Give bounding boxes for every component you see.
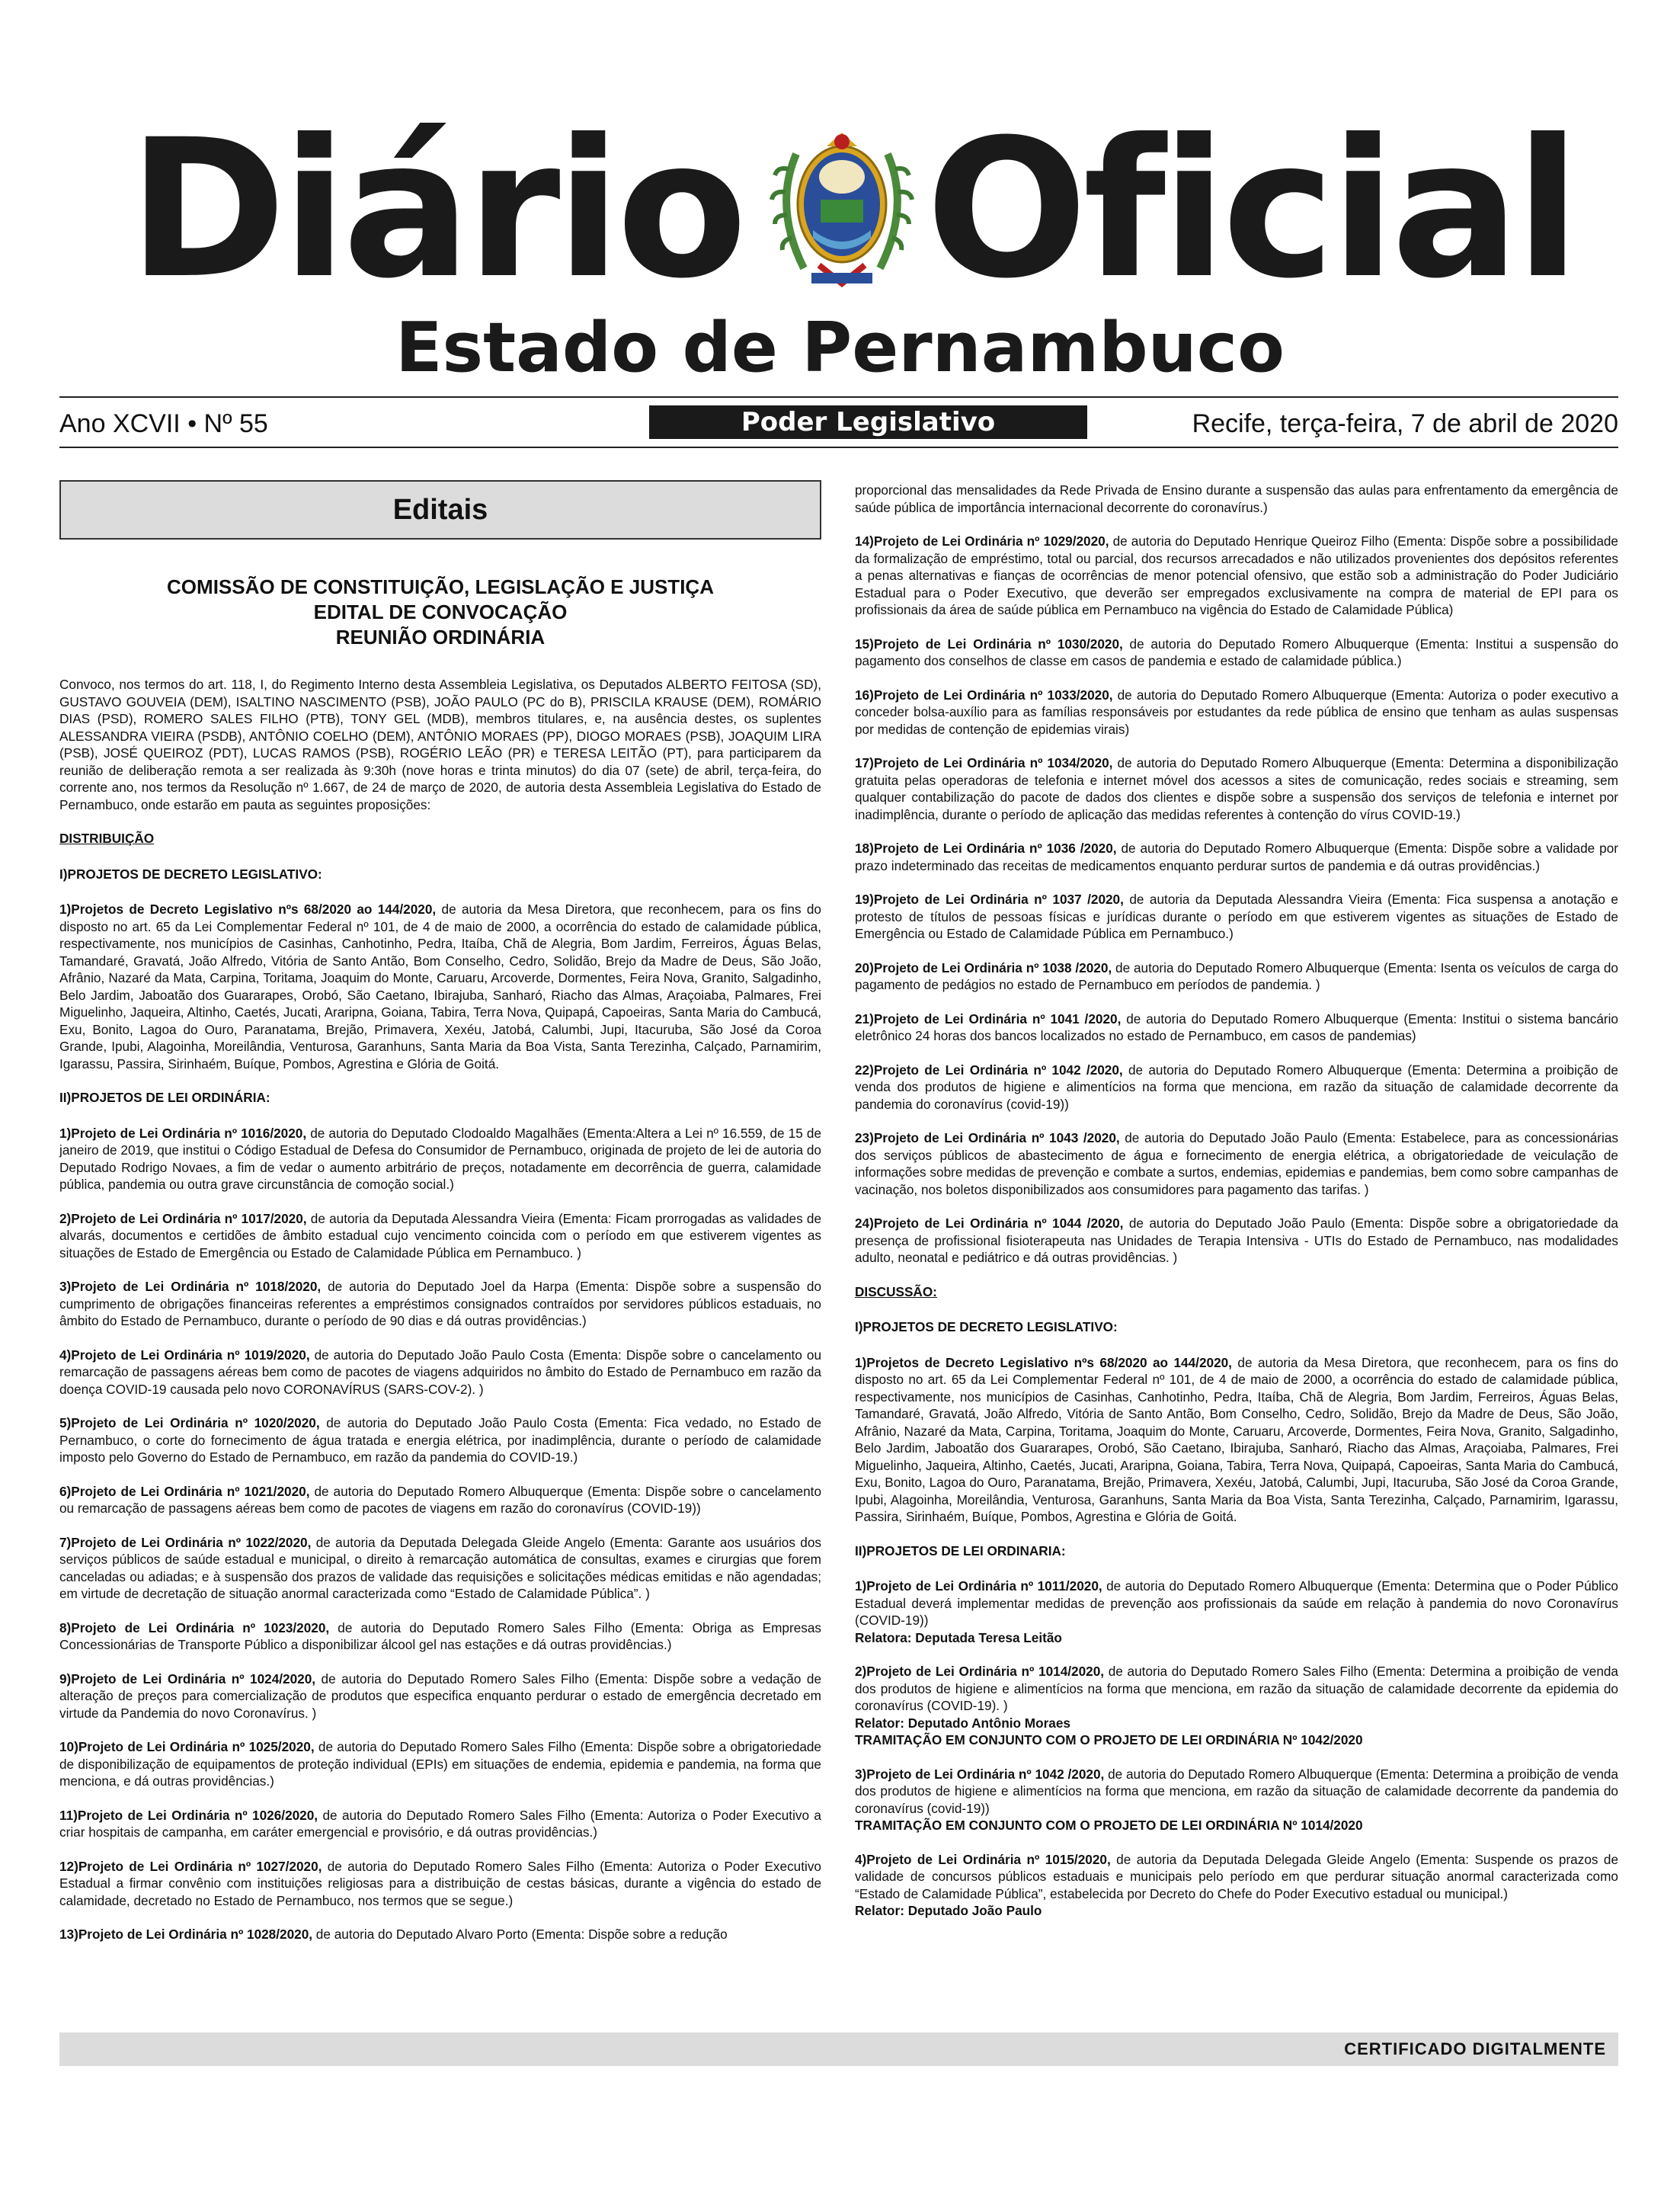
list-item [855,1129,1618,1198]
item-label: 21)Projeto de Lei Ordinária nº 1041 /2020, [855,1011,1122,1027]
lei-heading: II)PROJETOS DE LEI ORDINÁRIA: [59,1090,270,1105]
item-text: de autoria do Deputado João Paulo (Ementa: Estabelece, para as concessionárias dos serviços públicos de abastecimento de água e fornecimento de energia elétrica, a obrigatoriedade de veiculação de informações sobre medidas de prevenção e combate a surtos, endemias, epidemias e pandemias, bem como sobre campanhas de vacinação, nos boletos disponibilizados aos consumidores para pagamento das tarifas. ) [855,1130,1618,1197]
item-text: de autoria do Deputado Joel da Harpa (Ementa: Dispõe sobre a suspensão do cumprimento de obrigações financeiras referentes a empréstimos consignados contraídos por servidores públicos estaduais, no âmbito do Estado de Pernambuco, durante o período de 90 dias e dá outras providências.) [59,1279,822,1328]
decreto-item-label: 1)Projetos de Decreto Legislativo nºs 68/2020 ao 144/2020, [59,902,437,917]
list-item [855,1011,1618,1045]
item-label: 9)Projeto de Lei Ordinária nº 1024/2020, [59,1670,316,1686]
item-label: 18)Projeto de Lei Ordinária nº 1036 /2020, [855,841,1117,856]
decreto-heading: I)PROJETOS DE DECRETO LEGISLATIVO: [855,1319,1118,1334]
list-item [855,754,1618,823]
decreto-heading: I)PROJETOS DE DECRETO LEGISLATIVO: [59,866,322,882]
lei-heading: II)PROJETOS DE LEI ORDINARIA: [855,1542,1066,1558]
title-line-reuniao: REUNIÃO ORDINÁRIA [335,626,546,649]
item-text: de autoria do Deputado Romero Albuquerque (Ementa: Institui a suspensão do pagamento dos conselhos de classe em casos de pandemia e estado de calamidade pública.) [855,636,1619,668]
item-label: 19)Projeto de Lei Ordinária nº 1037 /2020, [855,892,1124,907]
item-text: de autoria do Deputado Romero Albuquerque (Ementa: Isenta os veículos de carga do pagamento de pedágios no estado de Pernambuco em períodos de pandemia. ) [855,959,1618,992]
list-item [855,1062,1618,1113]
masthead [0,98,1680,320]
item-text: de autoria do Deputado Romero Sales Filho (Ementa: Autoriza o Poder Executivo a criar hospitais de campanha, em caráter emergencial e provisório, e dá outras providências.) [59,1807,821,1840]
list-item [855,891,1618,943]
item-label: 12)Projeto de Lei Ordinária nº 1027/2020, [59,1858,322,1874]
list-item [855,840,1618,874]
title-line-committee: COMISSÃO DE CONSTITUIÇÃO, LEGISLAÇÃO E JUSTIÇA [167,575,714,598]
item-label: 10)Projeto de Lei Ordinária nº 1025/2020, [59,1739,315,1754]
item-text: de autoria do Deputado Romero Sales Filho (Ementa: Obriga as Empresas Concessionárias de Transporte Público a disponibilizar álcool gel nas estações e dá outras providências.) [59,1619,821,1652]
list-item [59,1347,821,1398]
masthead-word-diario: Diário [128,98,743,320]
item-text: de autoria do Deputado João Paulo Costa (Ementa: Fica vedado, no Estado de Pernambuco, o corte do fornecimento de água tratada e energia elétrica, por inadimplência, durante o período de calamidade imposto pelo Governo do Estado de Pernambuco, em razão da pandemia do COVID-19.) [59,1415,821,1465]
item-text: de autoria da Deputada Alessandra Vieira (Ementa: Ficam prorrogadas as validades de alvarás, documentos e certidões de âmbito estadual cujo vencimento coincida com o período em que estiverem vigentes as situações de Estado de Emergência ou Estado de Calamidade Pública em Pernambuco. ) [59,1210,822,1260]
item-label: 2)Projeto de Lei Ordinária nº 1014/2020, [855,1664,1105,1679]
item-label: 3)Projeto de Lei Ordinária nº 1018/2020, [59,1279,322,1294]
list-item [59,1858,821,1910]
item-text: de autoria do Deputado Clodoaldo Magalhães (Ementa:Altera a Lei nº 16.559, de 15 de janeiro de 2019, que institui o Código Estadual de Defesa do Consumidor de Pernambuco, originada de projeto de lei de autoria do Deputado Rodrigo Novaes, a fim de vedar o aumento arbitrário de preços, notadamente em decorrência de guerra, calamidade pública, pandemia ou outra grave circunstância de comoção social.) [59,1125,822,1192]
item-label: 8)Projeto de Lei Ordinária nº 1023/2020, [59,1619,330,1635]
item-text: de autoria do Deputado Romero Sales Filho (Ementa: Dispõe sobre a vedação de alteração de preços para comercialização de produtos que especifica enquanto perdurar o estado de emergência decretado em virtude da Pandemia do novo Coronavírus. ) [59,1670,822,1721]
section-label: Poder Legislativo [649,405,1087,439]
item-label: 11)Projeto de Lei Ordinária nº 1026/2020, [59,1807,318,1823]
title-line-edital: EDITAL DE CONVOCAÇÃO [313,601,568,623]
item-label: 4)Projeto de Lei Ordinária nº 1015/2020, [855,1851,1111,1867]
item-label: 24)Projeto de Lei Ordinária nº 1044 /2020, [855,1216,1124,1231]
item-rapporteur: Relatora: Deputada Teresa Leitão [855,1629,1062,1645]
digital-certification-label: CERTIFICADO DIGITALMENTE [1344,2039,1606,2058]
list-item [59,1125,821,1193]
list-item [59,1670,821,1722]
discussion-item [855,1851,1618,1920]
list-item [59,1414,821,1466]
discussion-item [855,1578,1618,1646]
item-text: de autoria do Deputado Romero Albuquerque (Ementa: Institui o sistema bancário eletrônico 24 horas dos bancos localizados no estado de Pernambuco, em casos de pandemias) [855,1011,1618,1043]
item-text: de autoria do Deputado Romero Albuquerque (Ementa: Dispõe sobre o cancelamento ou remarcação de passagens aéreas bem como de pacotes de viagens em razão do coronavírus (COVID-19)) [59,1483,822,1516]
distribuicao-heading: DISTRIBUIÇÃO [59,831,155,846]
item-text: de autoria do Deputado Romero Sales Filho (Ementa: Dispõe sobre a obrigatoriedade de disponibilização de equipamentos de proteção individual (EPIs) em situações de endemia, epidemia e pandemia, na forma que menciona, e dá outras providências.) [59,1739,821,1789]
item-text: de autoria da Deputada Delegada Gleide Angelo (Ementa: Garante aos usuários dos serviços públicos de saúde estadual e municipal, o direito à remarcação automática de consultas, exames e cirurgias que forem canceladas ou adiadas; e à suspensão dos prazos de validade das requisições e solicitações médicas emitidas e não agendadas; em virtude de decretação de situação anormal caracterizada como “Estado de Calamidade Pública”. ) [59,1534,821,1601]
masthead-subtitle: Estado de Pernambuco [395,308,1285,388]
footer-bar [59,2032,1618,2066]
list-item [59,1534,821,1603]
item-text: de autoria do Deputado Romero Albuquerque (Ementa: Autoriza o poder executivo a conceder bolsa-auxílio para as famílias responsáveis por estudantes da rede pública de ensino que tenham as aulas suspensas por medidas de contenção de epidemias virais) [855,687,1618,737]
header-rule-top [59,396,1618,398]
list-item [59,1807,821,1841]
decreto-item [59,901,821,1072]
list-item [59,1278,821,1330]
decreto-item-label: 1)Projetos de Decreto Legislativo nºs 68/2020 ao 144/2020, [855,1354,1232,1370]
item-rapporteur: Relator: Deputado João Paulo [855,1903,1042,1918]
item-text: de autoria do Deputado Henrique Queiroz Filho (Ementa: Dispõe sobre a possibilidade da formalização de empréstimo, total ou parcial, dos recursos arrecadados e não utilizados provenientes dos depósitos referentes a penas alternativas e fianças de ocorrências de menor potencial ofensivo, que estão sob a administração do Poder Judiciário Estadual para o Poder Executivo, que deverão ser empregados exclusivamente na compra de material de EPI para os profissionais da área de saúde pública em Pernambuco na vigência do Estado de Calamidade Pública) [855,533,1618,617]
editais-heading: Editais [59,480,821,540]
item-text: de autoria do Deputado Romero Albuquerque (Ementa: Determina a disponibilização gratuita pelas operadoras de telefonia e internet móvel dos acessos a sites de comunicação, redes sociais e streaming, sem qualquer contabilização do pacote de dados dos clientes e dispõe sobre a suspensão dos serviços de telefonia e internet por inadimplência, durante o período de aplicação das medidas referentes à contenção do vírus COVID-19.) [855,755,1618,822]
continued-paragraph: proporcional das mensalidades da Rede Privada de Ensino durante a suspensão das aulas para enfrentamento da emergência de saúde pública de importância internacional decorrente do coronavírus.) [855,482,1618,515]
item-text: de autoria do Deputado Romero Albuquerque (Ementa: Determina a proibição de venda dos produtos de higiene e alimentícios na forma que menciona, em razão da situação de calamidade decorrente da pandemia do coronavírus (covid-19)) [855,1766,1618,1816]
left-column [59,480,821,1960]
pernambuco-coat-of-arms-icon [766,123,918,299]
item-label: 15)Projeto de Lei Ordinária nº 1030/2020, [855,636,1123,652]
item-text: de autoria do Deputado Romero Sales Filho (Ementa: Autoriza o Poder Executivo Estadual a firmar convênio com instituições religiosas para a distribuição de cestas básicas, durante a vigência do estado de calamidade, decretado no Estado de Pernambuco, nos termos que se segue.) [59,1858,821,1908]
header-rule-bottom [59,447,1618,448]
item-rapporteur: Relator: Deputado Antônio Moraes [855,1715,1070,1731]
list-item [59,1738,821,1790]
item-label: 16)Projeto de Lei Ordinária nº 1033/2020, [855,687,1113,703]
list-item [59,1926,821,1943]
decreto-item-text: de autoria da Mesa Diretora, que reconhecem, para os fins do disposto no art. 65 da Lei Complementar Federal nº 101, de 4 de maio de 2000, a ocorrência do estado de calamidade pública, respectivamente, nos municípios de Casinhas, Canhotinho, Pedra, Itaíba, Chã de Alegria, Bom Jardim, Ferreiros, Águas Belas, Tamandaré, Gravatá, João Alfredo, Vitória de Santo Antão, Bom Conselho, Cedro, Solidão, Brejo da Madre de Deus, São João, Afrânio, Nazaré da Mata, Carpina, Toritama, Joaquim do Monte, Caruaru, Arcoverde, Dormentes, Feira Nova, Granito, Salgadinho, Belo Jardim, Jaboatão dos Guararapes, Orobó, São Caetano, Ibirajuba, Sanharó, Riacho das Almas, Araçoiaba, Palmares, Frei Miguelinho, Jaqueira, Altinho, Caetés, Jucati, Araripna, Goiana, Tabira, Terra Nova, Quipapá, Capoeiras, Santa Maria do Cambucá, Exu, Bonito, Lagoa do Ouro, Paranatama, Brejão, Primavera, Xexéu, Jatobá, Calumbi, Jupi, Itacuruba, São José da Coroa Grande, Ipubi, Alagoinha, Moreilândia, Venturosa, Garanhuns, Santa Maria da Boa Vista, Santa Terezinha, Calçado, Parnamirim, Igarassu, Passira, Sirinhaém, Buíque, Pombos, Agrestina e Glória de Goitá. [855,1354,1618,1524]
item-label: 2)Projeto de Lei Ordinária nº 1017/2020, [59,1210,307,1226]
list-item [855,687,1618,738]
list-item [855,1215,1618,1267]
discussao-heading: DISCUSSÃO: [855,1283,937,1299]
item-label: 6)Projeto de Lei Ordinária nº 1021/2020, [59,1483,310,1499]
item-label: 1)Projeto de Lei Ordinária nº 1016/2020, [59,1125,307,1141]
list-item [59,1483,821,1517]
item-text: de autoria do Deputado Romero Albuquerque (Ementa: Determina que o Poder Público Estadual deverá implementar medidas de prevenção aos profissionais da saúde em relação à pandemia do novo Coronavírus (COVID-19)) [855,1578,1618,1628]
list-item [855,636,1618,670]
item-text: de autoria do Deputado João Paulo Costa (Ementa: Dispõe sobre o cancelamento ou remarcação de passagens aéreas bem como de pacotes de viagens adquiridos no âmbito do Estado de Pernambuco em razão da doença COVID-19 causada pelo novo CORONAVÍRUS (SARS-COV-2). ) [59,1347,822,1397]
item-text: de autoria da Deputada Alessandra Vieira (Ementa: Fica suspensa a anotação e protesto de títulos de pessoas físicas e jurídicas durante o período em que estiverem vigentes as situações de Estado de Emergência ou Estado de Calamidade Pública em Pernambuco.) [855,892,1618,941]
item-label: 3)Projeto de Lei Ordinária nº 1042 /2020, [855,1766,1105,1782]
list-item [59,1619,821,1654]
item-label: 1)Projeto de Lei Ordinária nº 1011/2020, [855,1578,1102,1594]
document-title [59,575,821,650]
item-label: 7)Projeto de Lei Ordinária nº 1022/2020, [59,1534,312,1550]
item-label: 13)Projeto de Lei Ordinária nº 1028/2020, [59,1927,313,1942]
item-label: 23)Projeto de Lei Ordinária nº 1043 /2020, [855,1130,1120,1145]
item-text: de autoria do Deputado Romero Albuquerque (Ementa: Dispõe sobre a validade por prazo indeterminado das receitas de medicamentos enquanto perdurar surtos de pandemia e dá outras providências.) [855,841,1618,873]
item-text: de autoria do Deputado Romero Albuquerque (Ementa: Determina a proibição de venda dos produtos de higiene e alimentícios na forma que menciona, em razão da situação de calamidade decorrente da pandemia do coronavírus (covid-19)) [855,1062,1618,1112]
item-joint-processing: TRAMITAÇÃO EM CONJUNTO COM O PROJETO DE LEI ORDINÁRIA Nº 1042/2020 [855,1732,1363,1747]
info-bar [59,405,1618,442]
item-label: 14)Projeto de Lei Ordinária nº 1029/2020, [855,533,1109,549]
item-text: de autoria da Deputada Delegada Gleide Angelo (Ementa: Suspende os prazos de validade de concursos públicos estaduais e municipais pelo período em que perdurar situação anormal caracterizada como “Estado de Calamidade Pública”, estabelecida por Decreto do Chefe do Poder Executivo estadual ou municipal.) [855,1851,1619,1901]
item-text: de autoria do Deputado Romero Sales Filho (Ementa: Determina a proibição de venda dos produtos de higiene e alimentícios na forma que menciona, em razão da situação de calamidade decorrente da epidemia do coronavírus (COVID-19). ) [855,1664,1618,1713]
item-label: 22)Projeto de Lei Ordinária nº 1042 /2020, [855,1062,1123,1078]
publication-date: Recife, terça-feira, 7 de abril de 2020 [1192,409,1618,438]
discussion-item [855,1766,1618,1834]
list-item [855,533,1618,619]
decreto-item [855,1354,1618,1526]
item-joint-processing: TRAMITAÇÃO EM CONJUNTO COM O PROJETO DE LEI ORDINÁRIA Nº 1014/2020 [855,1818,1363,1833]
item-label: 17)Projeto de Lei Ordinária nº 1034/2020, [855,755,1113,770]
list-item [855,959,1618,994]
item-text: de autoria do Deputado Alvaro Porto (Ementa: Dispõe sobre a redução [312,1927,728,1942]
item-text: de autoria do Deputado João Paulo (Ementa: Dispõe sobre a obrigatoriedade da presença de profissional fisioterapeuta nas Unidades de Terapia Intensiva - UTIs do Estado de Pernambuco, nas modalidades adulto, neonatal e pediátrico e dá outras providências. ) [855,1216,1618,1265]
discussion-item [855,1663,1618,1749]
decreto-item-text: de autoria da Mesa Diretora, que reconhecem, para os fins do disposto no art. 65 da Lei Complementar Federal nº 101, de 4 de maio de 2000, a ocorrência do estado de calamidade pública, respectivamente, nos municípios de Casinhas, Canhotinho, Pedra, Itaíba, Chã de Alegria, Bom Jardim, Ferreiros, Águas Belas, Tamandaré, Gravatá, João Alfredo, Vitória de Santo Antão, Bom Conselho, Cedro, Solidão, Brejo da Madre de Deus, São João, Afrânio, Nazaré da Mata, Carpina, Toritama, Joaquim do Monte, Caruaru, Arcoverde, Dormentes, Feira Nova, Granito, Salgadinho, Belo Jardim, Jaboatão dos Guararapes, Orobó, São Caetano, Ibirajuba, Sanharó, Riacho das Almas, Araçoiaba, Palmares, Frei Miguelinho, Jaqueira, Altinho, Caetés, Jucati, Araripna, Goiana, Tabira, Terra Nova, Quipapá, Capoeiras, Santa Maria do Cambucá, Exu, Bonito, Lagoa do Ouro, Paranatama, Brejão, Primavera, Xexéu, Jatobá, Calumbi, Jupi, Itacuruba, São José da Coroa Grande, Ipubi, Alagoinha, Moreilândia, Venturosa, Garanhuns, Santa Maria da Boa Vista, Santa Terezinha, Calçado, Parnamirim, Igarassu, Passira, Sirinhaém, Buíque, Pombos, Agrestina e Glória de Goitá. [59,902,821,1071]
intro-paragraph: Convoco, nos termos do art. 118, I, do Regimento Interno desta Assembleia Legislativa, os Deputados ALBERTO FEITOSA (SD), GUSTAVO GOUVEIA (DEM), ISALTINO NASCIMENTO (PSB), JOÃO PAULO (PC do B), PRISCILA KRAUSE (DEM), ROMÁRIO DIAS (PSD), ROMERO SALES FILHO (PTB), TONY GEL (MDB), membros titulares, e, na ausência destes, os suplentes ALESSANDRA VIEIRA (PSDB), ANTÔNIO COELHO (DEM), ANTÔNIO MORAES (PP), DIOGO MORAES (PSB), JOAQUIM LIRA (PSB), JOSÉ QUEIROZ (PDT), LUCAS RAMOS (PSB), ROGÉRIO LEÃO (PR) e TERESA LEITÃO (PT), para participarem da reunião de deliberação remota a ser realizada às 9:30h (nove horas e trinta minutos) do dia 07 (sete) de abril, terça-feira, do corrente ano, nos termos da Resolução nº 1.667, de 24 de março de 2020, de autoria desta Assembleia Legislativa do Estado de Pernambuco, onde estarão em pauta as seguintes proposições: [59,677,821,812]
list-item [59,1210,821,1262]
item-label: 20)Projeto de Lei Ordinária nº 1038 /2020, [855,959,1112,975]
masthead-word-oficial: Oficial [926,98,1576,320]
right-column [855,482,1618,1936]
issue-number: Ano XCVII • Nº 55 [59,409,268,438]
item-label: 5)Projeto de Lei Ordinária nº 1020/2020, [59,1415,320,1430]
item-label: 4)Projeto de Lei Ordinária nº 1019/2020, [59,1347,310,1363]
